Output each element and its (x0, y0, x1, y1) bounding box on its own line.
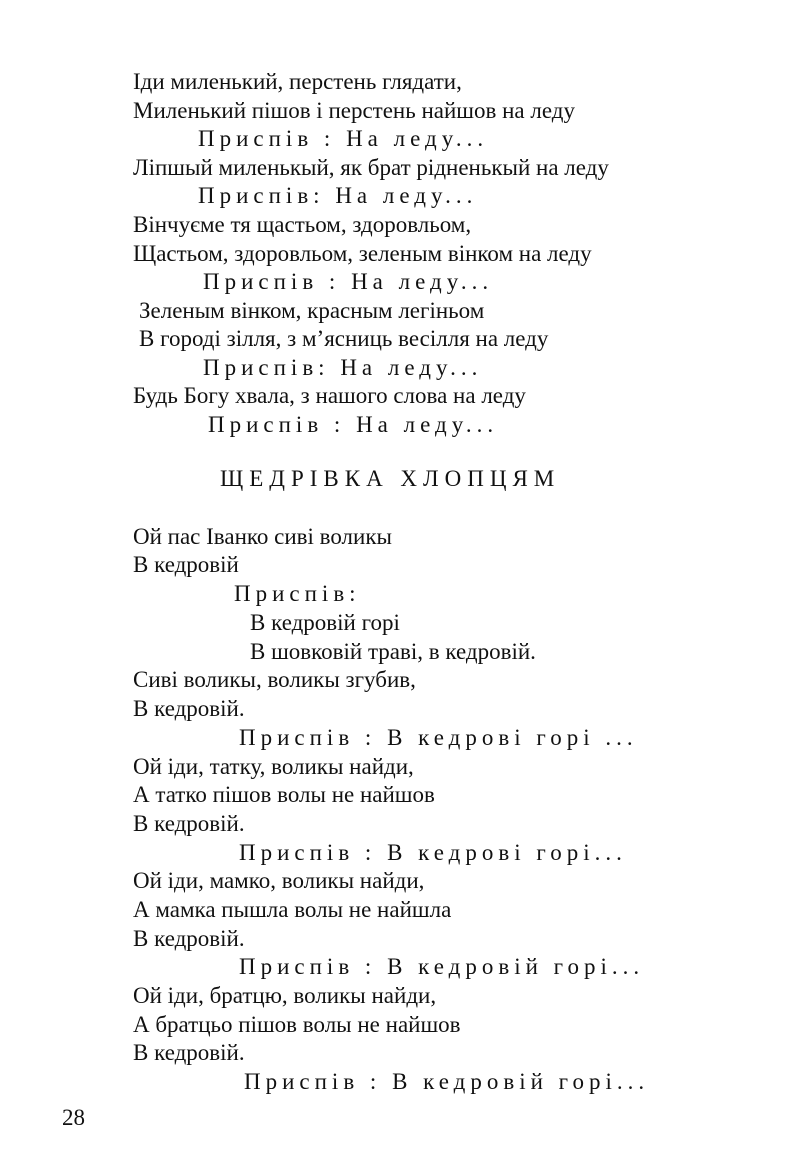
verse-line: Сиві воликы, воликы згубив, (133, 667, 416, 692)
verse-line: В кедровій (133, 552, 239, 577)
verse-line: Будь Богу хвала, з нашого слова на леду (133, 383, 526, 408)
refrain-line: Приспів : На леду... (198, 126, 489, 151)
refrain-line: Приспів : В кедровій горі... (239, 954, 645, 979)
verse-line: А татко пішов волы не найшов (133, 782, 435, 807)
verse-line: Ой іди, братцю, воликы найди, (133, 983, 437, 1008)
refrain-line: В шовковій траві, в кедровій. (250, 639, 536, 664)
song-title: ЩЕДРІВКА ХЛОПЦЯМ (220, 466, 561, 491)
verse-line: Миленький пішов і перстень найшов на леду (133, 98, 575, 123)
refrain-line: Приспів : В кедрові горі ... (239, 725, 638, 750)
verse-line: Ліпшый миленькый, як брат рідненькый на леду (133, 155, 609, 180)
verse-line: Іди миленький, перстень глядати, (133, 69, 462, 94)
refrain-line: Приспів : На леду... (208, 412, 499, 437)
verse-line: Вінчуєме тя щастьом, здоровльом, (133, 212, 472, 237)
verse-line: Щастьом, здоровльом, зеленым вінком на леду (133, 241, 592, 266)
verse-line: А мамка пышла волы не найшла (133, 897, 452, 922)
refrain-line: Приспів: На леду... (203, 355, 483, 380)
refrain-line: Приспів : В кедрові горі... (239, 840, 627, 865)
verse-line: Зеленым вінком, красным легіньом (139, 298, 485, 323)
refrain-line: Приспів : На леду... (203, 269, 494, 294)
refrain-line: В кедровій горі (250, 610, 400, 635)
refrain-label: Приспів: (234, 581, 361, 606)
verse-line: Ой іди, татку, воликы найди, (133, 754, 414, 779)
verse-line: Ой пас Іванко сиві воликы (133, 524, 392, 549)
refrain-line: Приспів: На леду... (198, 183, 478, 208)
verse-line: В городі зілля, з м’ясниць весілля на леду (139, 326, 549, 351)
verse-line: А братцьо пішов волы не найшов (133, 1012, 461, 1037)
verse-line: Ой іди, мамко, воликы найди, (133, 868, 425, 893)
verse-line: В кедровій. (133, 696, 245, 721)
page-number: 28 (62, 1105, 85, 1130)
verse-line: В кедровій. (133, 811, 245, 836)
verse-line: В кедровій. (133, 1040, 245, 1065)
refrain-line: Приспів : В кедровій горі... (244, 1069, 650, 1094)
verse-line: В кедровій. (133, 926, 245, 951)
